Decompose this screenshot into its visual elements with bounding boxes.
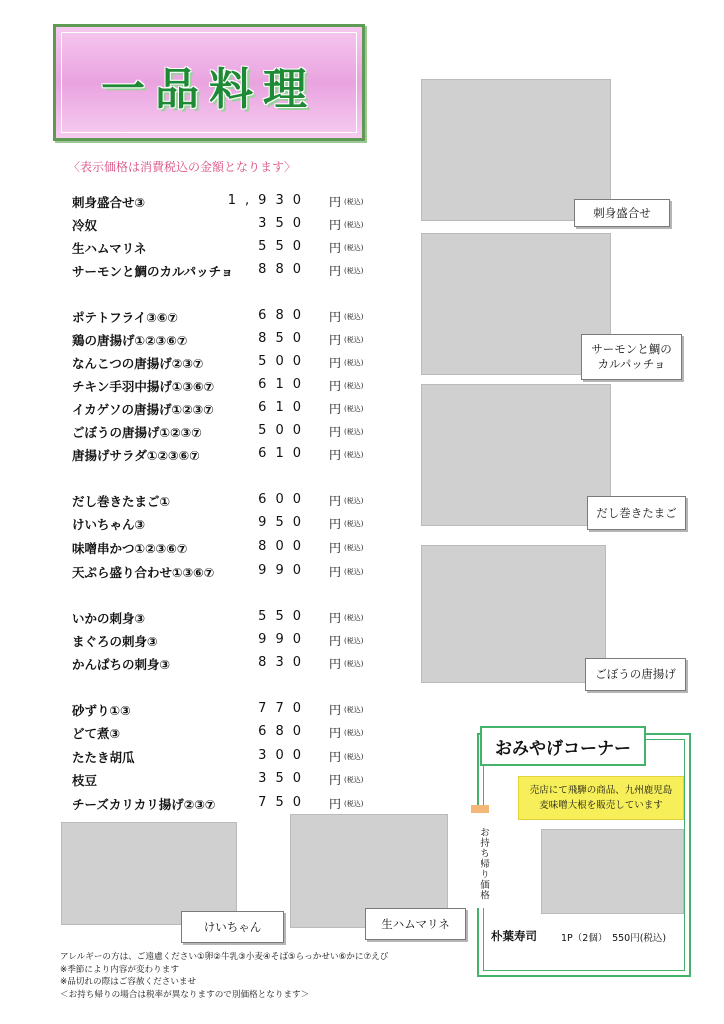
hobazushi-price: 1P（2個） 550円(税込): [561, 933, 667, 944]
omiyage-description: [518, 776, 684, 820]
yen-mark: 円: [329, 241, 342, 255]
yen-mark: 円: [329, 726, 342, 740]
tax-label: (税込): [344, 428, 364, 436]
tax-label: (税込): [344, 336, 364, 344]
menu-row: [72, 701, 372, 721]
takeout-note: ＜お持ち帰りの場合は税率が異なりますので別価格となります＞: [60, 990, 310, 1001]
menu-item-name: 鶏の唐揚げ①②③⑥⑦: [72, 333, 188, 348]
menu-item-price: 550: [258, 239, 310, 254]
caption-gobo: [585, 658, 686, 691]
tax-label: (税込): [344, 359, 364, 367]
yen-mark: 円: [329, 448, 342, 462]
menu-row: [72, 216, 372, 236]
tax-label: (税込): [344, 776, 364, 784]
tax-label: (税込): [344, 729, 364, 737]
menu-item-name: 枝豆: [72, 773, 98, 788]
menu-item-price: 880: [258, 262, 310, 277]
menu-row: [72, 492, 372, 512]
menu-row: [72, 609, 372, 629]
tax-label: (税込): [344, 313, 364, 321]
yen-mark: 円: [329, 750, 342, 764]
menu-item-price: 550: [258, 609, 310, 624]
menu-row: [72, 748, 372, 768]
menu-item-name: まぐろの刺身③: [72, 634, 158, 649]
menu-item-name: チーズカリカリ揚げ②③⑦: [72, 797, 216, 812]
menu-item-price: 680: [258, 308, 310, 323]
menu-item-name: 天ぷら盛り合わせ①③⑥⑦: [72, 565, 215, 580]
menu-item-price: 830: [258, 655, 310, 670]
menu-item-price: 300: [258, 748, 310, 763]
caption-dashimaki-text: だし巻きたまご: [596, 505, 677, 520]
menu-item-price: 610: [258, 446, 310, 461]
menu-item-name: どて煮③: [72, 726, 121, 741]
tax-label: (税込): [344, 244, 364, 252]
yen-mark: 円: [329, 517, 342, 531]
menu-item-price: 990: [258, 563, 310, 578]
caption-gobo-text: ごぼうの唐揚げ: [595, 667, 676, 681]
yen-mark: 円: [329, 264, 342, 278]
caption-keichan: [181, 911, 284, 943]
yen-mark: 円: [329, 634, 342, 648]
menu-item-price: 610: [258, 377, 310, 392]
yen-mark: 円: [329, 333, 342, 347]
hobazushi-photo: [541, 829, 684, 914]
menu-item-name: 生ハムマリネ: [72, 241, 147, 256]
menu-row: [72, 632, 372, 652]
menu-item-price: 750: [258, 795, 310, 810]
soldout-note: ※品切れの際はご容赦くださいませ: [60, 977, 197, 988]
yen-mark: 円: [329, 657, 342, 671]
footer-notes: [60, 951, 388, 1002]
menu-item-name: 刺身盛合せ③: [72, 195, 146, 210]
menu-row: [72, 193, 372, 213]
menu-item-price: 610: [258, 400, 310, 415]
menu-item-price: 680: [258, 724, 310, 739]
menu-item-name: けいちゃん③: [72, 517, 146, 532]
menu-row: [72, 539, 372, 559]
tax-label: (税込): [344, 614, 364, 622]
yen-mark: 円: [329, 703, 342, 717]
menu-item-price: 500: [258, 423, 310, 438]
menu-item-price: 350: [258, 216, 310, 231]
menu-item-name: チキン手羽中揚げ①③⑥⑦: [72, 379, 215, 394]
yen-mark: 円: [329, 195, 342, 209]
omiyage-desc-line2: 麦味噌大根を販売しています: [539, 800, 663, 811]
menu-item-price: 800: [258, 539, 310, 554]
tax-label: (税込): [344, 198, 364, 206]
menu-item-price: 950: [258, 515, 310, 530]
menu-item-name: たたき胡瓜: [72, 750, 135, 765]
omiyage-title: [480, 726, 646, 766]
menu-row: [72, 563, 372, 583]
yen-mark: 円: [329, 310, 342, 324]
menu-item-name: サーモンと鯛のカルパッチョ: [72, 264, 234, 279]
menu-row: [72, 400, 372, 420]
menu-item-name: いかの刺身③: [72, 611, 146, 626]
menu-item-price: 1,930: [227, 193, 310, 208]
gobo-photo: [421, 545, 606, 683]
menu-item-name: ポテトフライ③⑥⑦: [72, 310, 179, 325]
caption-carpaccio: [581, 334, 682, 380]
menu-item-name: 冷奴: [72, 218, 98, 233]
tax-label: (税込): [344, 660, 364, 668]
caption-dashimaki: [587, 496, 686, 530]
menu-item-price: 850: [258, 331, 310, 346]
tax-note: 〈表示価格は消費税込の金額となります〉: [68, 160, 297, 174]
tax-label: (税込): [344, 520, 364, 528]
menu-row: [72, 239, 372, 259]
takeout-price-label: お持ち帰り価格: [471, 805, 489, 908]
yen-mark: 円: [329, 773, 342, 787]
tax-label: (税込): [344, 497, 364, 505]
menu-row: [72, 446, 372, 466]
yen-mark: 円: [329, 218, 342, 232]
keichan-photo: [61, 822, 237, 925]
tax-label: (税込): [344, 568, 364, 576]
tax-label: (税込): [344, 544, 364, 552]
menu-item-name: イカゲソの唐揚げ①②③⑦: [72, 402, 214, 417]
menu-row: [72, 377, 372, 397]
caption-carpaccio-line2: カルパッチョ: [597, 357, 666, 371]
yen-mark: 円: [329, 565, 342, 579]
menu-row: [72, 354, 372, 374]
menu-item-name: ごぼうの唐揚げ①②③⑦: [72, 425, 202, 440]
menu-row: [72, 423, 372, 443]
menu-item-price: 500: [258, 354, 310, 369]
menu-item-name: 味噌串かつ①②③⑥⑦: [72, 541, 188, 556]
menu-item-price: 770: [258, 701, 310, 716]
season-note: ※季節により内容が変わります: [60, 964, 179, 975]
tax-label: (税込): [344, 267, 364, 275]
menu-item-name: だし巻きたまご①: [72, 494, 171, 509]
menu-row: [72, 771, 372, 791]
tax-label: (税込): [344, 800, 364, 808]
title-banner: [53, 24, 365, 141]
omiyage-title-text: おみやげコーナー: [495, 738, 631, 759]
tax-label: (税込): [344, 405, 364, 413]
yen-mark: 円: [329, 356, 342, 370]
dashimaki-photo: [421, 384, 611, 526]
yen-mark: 円: [329, 611, 342, 625]
yen-mark: 円: [329, 797, 342, 811]
menu-row: [72, 795, 372, 815]
menu-item-price: 350: [258, 771, 310, 786]
yen-mark: 円: [329, 541, 342, 555]
hobazushi-name: 朴葉寿司: [491, 929, 537, 943]
tax-label: (税込): [344, 706, 364, 714]
caption-keichan-text: けいちゃん: [203, 919, 262, 934]
tax-label: (税込): [344, 382, 364, 390]
menu-row: [72, 724, 372, 744]
menu-item-price: 990: [258, 632, 310, 647]
menu-item-name: 唐揚げサラダ①②③⑥⑦: [72, 448, 200, 463]
menu-row: [72, 331, 372, 351]
page-title: 一品料理: [101, 64, 317, 115]
menu-item-price: 600: [258, 492, 310, 507]
tax-label: (税込): [344, 451, 364, 459]
menu-row: [72, 262, 372, 282]
caption-sashimi: [574, 199, 670, 227]
allergy-note: アレルギーの方は、ご遠慮ください①卵②牛乳③小麦④そば⑤らっかせい⑥かに⑦えび: [60, 952, 389, 962]
tax-label: (税込): [344, 753, 364, 761]
menu-row: [72, 308, 372, 328]
yen-mark: 円: [329, 379, 342, 393]
menu-row: [72, 655, 372, 675]
yen-mark: 円: [329, 494, 342, 508]
menu-item-name: 砂ずり①③: [72, 703, 131, 718]
menu-item-name: かんぱちの刺身③: [72, 657, 171, 672]
menu-row: [72, 515, 372, 535]
tax-label: (税込): [344, 637, 364, 645]
yen-mark: 円: [329, 402, 342, 416]
caption-sashimi-text: 刺身盛合せ: [593, 205, 651, 220]
caption-marine: [365, 908, 466, 940]
omiyage-desc-line1: 売店にて飛騨の商品、九州鹿児島: [529, 785, 673, 796]
menu-item-name: なんこつの唐揚げ②③⑦: [72, 356, 204, 371]
caption-marine-text: 生ハムマリネ: [381, 916, 450, 931]
tax-label: (税込): [344, 221, 364, 229]
yen-mark: 円: [329, 425, 342, 439]
caption-carpaccio-line1: サーモンと鯛の: [591, 342, 672, 356]
